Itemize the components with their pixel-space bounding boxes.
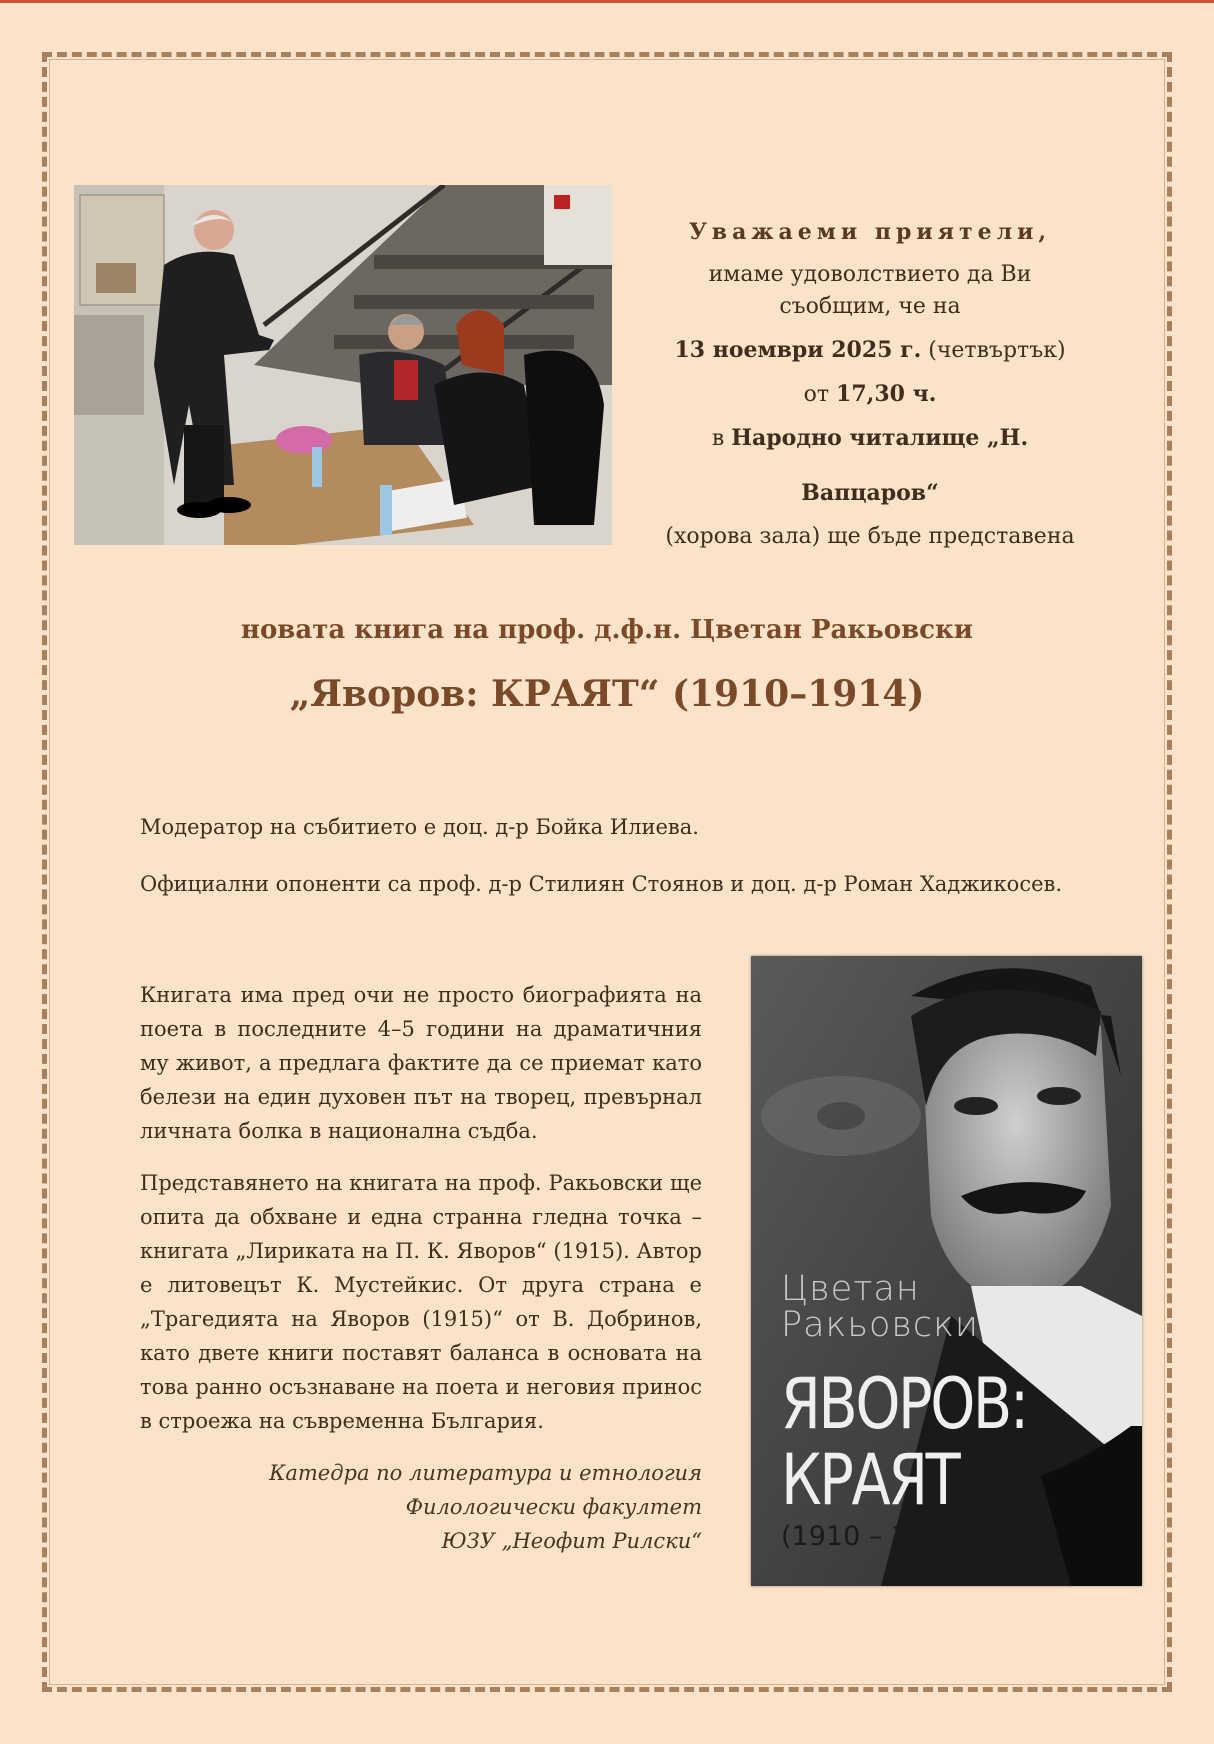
greeting-heading: Уважаеми приятели, bbox=[688, 219, 1052, 245]
event-hall-line: (хорова зала) ще бъде представена bbox=[665, 524, 1075, 549]
cover-title-line-1: ЯВОРОВ: bbox=[781, 1363, 1027, 1445]
signature-faculty: Филологически факултет bbox=[405, 1495, 702, 1519]
event-venue-prefix: в bbox=[711, 426, 732, 451]
cover-title bbox=[781, 1363, 1027, 1521]
opponents-text: Официални опоненти са проф. д-р Стилиян Стоянов и доц. д-р Роман Хаджикосев. bbox=[140, 872, 1063, 896]
signature-university: ЮЗУ „Неофит Рилски“ bbox=[441, 1529, 702, 1553]
book-title: „Яворов: КРАЯТ“ (1910–1914) bbox=[289, 673, 925, 715]
cover-years: (1910 – 1914) bbox=[781, 1521, 971, 1552]
event-date: 13 ноември 2025 г. bbox=[674, 337, 922, 363]
book-cover bbox=[751, 956, 1142, 1586]
event-time-prefix: от bbox=[803, 382, 837, 407]
event-venue: Народно читалище „Н. Вапцаров“ bbox=[731, 425, 1029, 506]
description-paragraph-2: Представянето на книгата на проф. Ракьовски ще опита да обхване и една странна гледна точка – книгата „Лириката на П. К. Яворов“ (1915). Автор е литовецът К. Мустейкис. От друга страна е „Трагедията на Яворов (1915)“ от В. Добринов, като двете книги поставят баланса в основата на това ранно осъзнаване на поета и неговия принос в строежа на съвременна България. bbox=[140, 1171, 702, 1433]
event-time-line bbox=[650, 378, 1090, 411]
event-venue-line bbox=[650, 411, 1090, 521]
description-paragraph-1: Книгата има пред очи не просто биографията на поета в последните 4–5 години на драматичния му живот, а предлага фактите да се приемат като белези на един духовен път на творец, превърнал личната болка в национална съдба. bbox=[140, 983, 702, 1143]
cover-author-last: Ракьовски bbox=[781, 1305, 979, 1345]
invitation-line-1: имаме удоволствието да Ви bbox=[708, 262, 1032, 287]
signature-department: Катедра по литература и етнология bbox=[269, 1461, 702, 1485]
cover-author bbox=[781, 1271, 979, 1343]
cover-author-first: Цветан bbox=[781, 1269, 920, 1309]
top-accent-line bbox=[0, 0, 1214, 3]
cover-title-line-2: КРАЯТ bbox=[781, 1439, 959, 1521]
signature-block bbox=[140, 1456, 702, 1558]
event-photo-illustration bbox=[74, 185, 612, 545]
invitation-line-2: съобщим, че на bbox=[779, 294, 961, 319]
event-date-line bbox=[650, 323, 1090, 378]
book-subtitle: новата книга на проф. д.ф.н. Цветан Ракьовски bbox=[240, 615, 974, 645]
event-weekday: (четвъртък) bbox=[921, 338, 1066, 363]
event-time: 17,30 ч. bbox=[836, 381, 937, 407]
moderator-text: Модератор на събитието е доц. д-р Бойка Илиева. bbox=[140, 815, 699, 839]
event-photo bbox=[74, 185, 612, 545]
invitation-block bbox=[650, 205, 1090, 553]
